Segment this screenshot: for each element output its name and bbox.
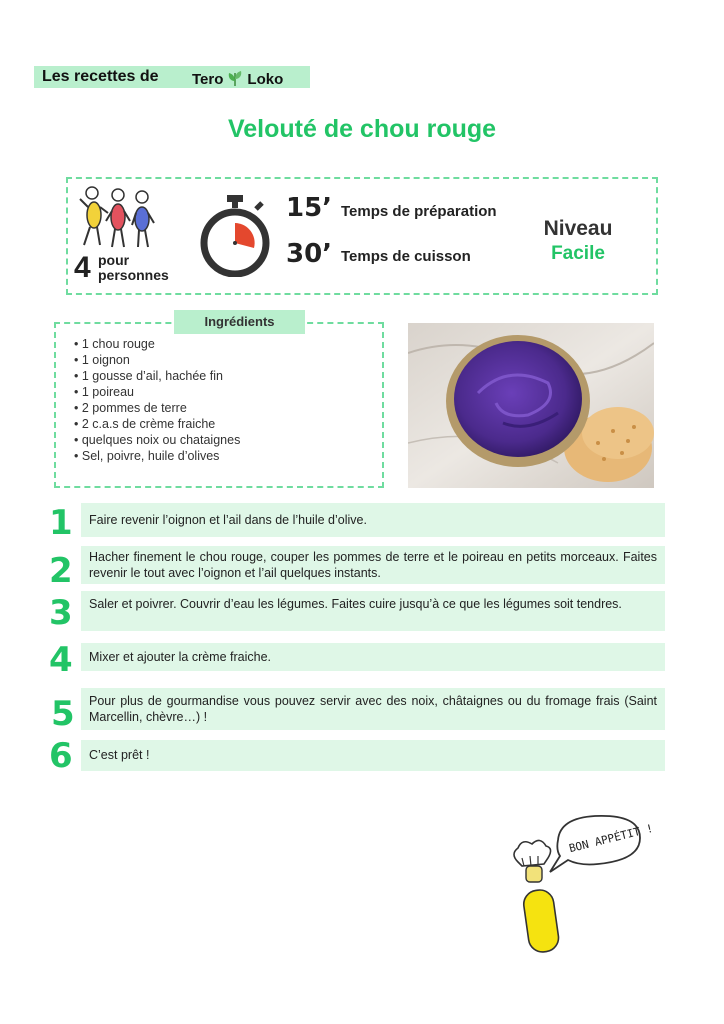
leaf-icon [226, 69, 244, 91]
step-text: Pour plus de gourmandise vous pouvez servir avec des noix, châtaignes ou du fromage frais (Saint Marcellin, chèvre…) ! [89, 694, 657, 724]
step-box [81, 740, 665, 771]
step-number: 2 [49, 551, 73, 591]
cook-time: 30’ [286, 239, 333, 269]
step-box [81, 591, 665, 631]
brand-right: Loko [247, 71, 284, 88]
cook-label: Temps de cuisson [341, 248, 471, 265]
prep-time: 15’ [286, 193, 333, 223]
step-number: 1 [49, 503, 73, 543]
ingredient-item: • 1 gousse d’ail, hachée fin [74, 368, 240, 384]
ingredient-item: • 1 poireau [74, 384, 240, 400]
step-text: Faire revenir l’oignon et l’ail dans de l’huile d’olive. [89, 513, 367, 527]
brand-left: Tero [192, 71, 224, 88]
speech-bubble-text: BON APPÉTIT ! [567, 821, 655, 856]
step-text: Mixer et ajouter la crème fraiche. [89, 650, 272, 664]
step-text: Hacher finement le chou rouge, couper les pommes de terre et le poireau en petits morceaux. Faites revenir le tout avec l’oignon et l’ail quelques instants. [89, 550, 657, 580]
ingredients-list [74, 336, 240, 464]
info-box [66, 177, 658, 295]
stopwatch-icon [198, 193, 272, 277]
series-label: Les recettes de [42, 68, 159, 85]
ingredient-item: • 1 oignon [74, 352, 240, 368]
step-number: 5 [51, 694, 75, 734]
step-number: 6 [49, 736, 73, 776]
persons-word-2: personnes [98, 267, 169, 283]
prep-label: Temps de préparation [341, 203, 497, 220]
persons-word-1: pour [98, 252, 130, 268]
ingredients-heading: Ingrédients [174, 310, 305, 334]
persons-label [98, 253, 169, 283]
ingredient-item: • 2 c.a.s de crème fraiche [74, 416, 240, 432]
level-value: Facile [551, 243, 605, 264]
step-box [81, 546, 665, 584]
ingredient-item: • quelques noix ou chataignes [74, 432, 240, 448]
step-text: Saler et poivrer. Couvrir d’eau les légumes. Faites cuire jusqu’à ce que les légumes soit tendres. [89, 597, 622, 611]
people-icon [78, 185, 158, 253]
soup-photo [408, 323, 654, 488]
chef-illustration [500, 810, 655, 965]
persons-number: 4 [74, 251, 91, 284]
ingredient-item: • 2 pommes de terre [74, 400, 240, 416]
recipe-title: Velouté de chou rouge [227, 115, 497, 143]
brand-banner [34, 66, 310, 88]
level-label: Niveau [543, 217, 613, 240]
ingredient-item: • 1 chou rouge [74, 336, 240, 352]
step-box [81, 503, 665, 537]
step-box [81, 688, 665, 730]
step-box [81, 643, 665, 671]
step-text: C’est prêt ! [89, 748, 150, 762]
ingredient-item: • Sel, poivre, huile d’olives [74, 448, 240, 464]
step-number: 4 [49, 640, 73, 680]
step-number: 3 [49, 593, 73, 633]
brand-logo [192, 69, 283, 91]
